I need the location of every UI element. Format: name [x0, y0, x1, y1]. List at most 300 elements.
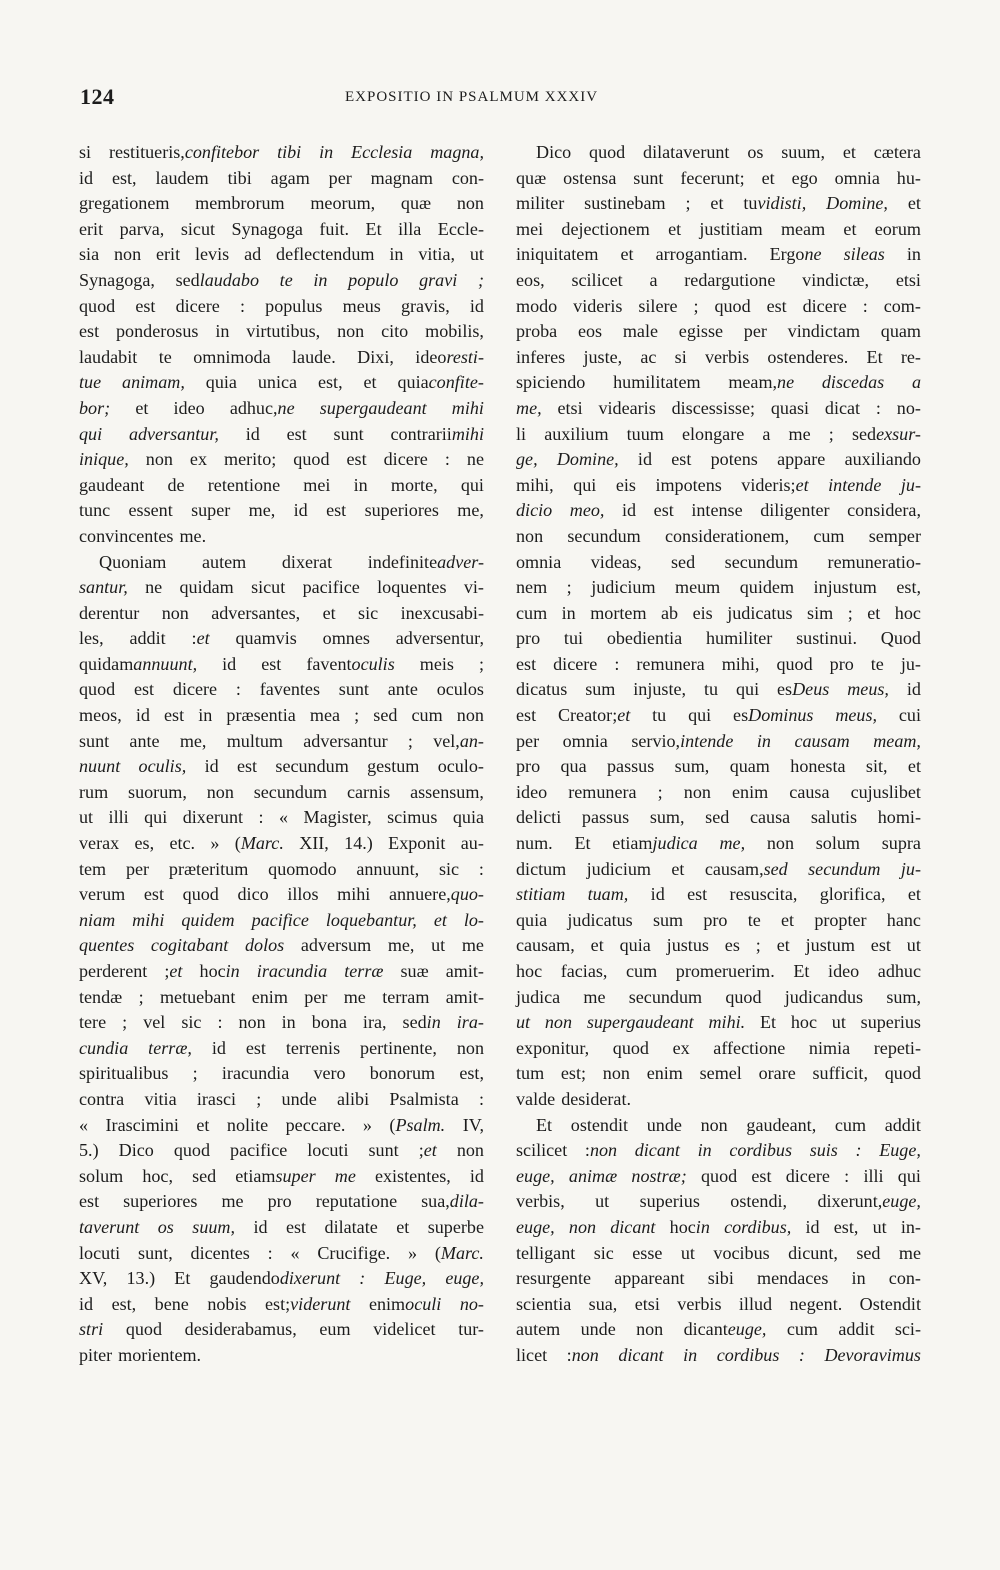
text-line — [79, 703, 484, 729]
word: sua,dila- — [421, 1191, 484, 1212]
word: obedientia — [606, 628, 683, 649]
word: taverunt — [79, 1216, 140, 1237]
word: vitia — [144, 1088, 177, 1109]
word: ju- — [900, 858, 921, 879]
word: juste, — [583, 346, 623, 367]
word: Et — [174, 1268, 191, 1289]
word: meus, — [835, 705, 878, 726]
text-line — [79, 191, 484, 217]
word: id — [293, 500, 308, 521]
text-line — [516, 626, 921, 652]
word: perderent — [79, 961, 148, 981]
word: ex — [189, 449, 207, 470]
word: meus, — [847, 679, 889, 700]
word: me, — [457, 500, 484, 521]
word: secundum — [253, 781, 328, 802]
word: agam — [270, 167, 310, 188]
word: te — [158, 346, 172, 367]
word: mihi — [451, 397, 484, 418]
word: mihi — [337, 884, 371, 905]
word: et — [867, 602, 881, 623]
text-line — [79, 473, 484, 499]
word: enim — [251, 986, 288, 1007]
word: os — [157, 1216, 174, 1237]
word: :non — [566, 1344, 599, 1365]
word: judica — [516, 986, 561, 1007]
word: : — [844, 1165, 850, 1186]
word: Et — [365, 218, 382, 239]
word: tui — [563, 628, 584, 649]
word: fecerunt; — [680, 167, 745, 188]
text-line — [516, 780, 921, 806]
word: Et — [866, 346, 883, 367]
word: quamvis — [235, 628, 297, 649]
text-line — [516, 1292, 921, 1318]
word: sunt — [368, 1140, 399, 1161]
word: piter — [79, 1344, 113, 1365]
word: metuebant — [159, 986, 236, 1007]
word: 5.) — [79, 1140, 99, 1161]
word: : — [478, 1088, 484, 1109]
word: : — [862, 295, 868, 316]
text-line — [79, 550, 484, 576]
word: fuit. — [319, 218, 350, 239]
word: ostendit — [570, 1114, 629, 1135]
word: pro — [516, 628, 541, 649]
word: terram — [382, 986, 430, 1007]
word: stitiam — [516, 884, 566, 905]
word: quod — [79, 679, 116, 700]
text-line — [516, 268, 921, 294]
word: in — [353, 474, 368, 495]
word: superius — [639, 1191, 700, 1212]
word: tibi — [227, 167, 252, 188]
word: superiores — [123, 1191, 198, 1212]
text-line — [516, 345, 921, 371]
text-line — [79, 498, 484, 524]
word: annuunt, — [356, 858, 420, 879]
text-line — [516, 294, 921, 320]
word: addit — [129, 628, 166, 649]
word: discedas — [821, 372, 885, 393]
word: secundum — [275, 756, 349, 777]
text-line — [79, 959, 484, 985]
word: quod — [714, 295, 751, 316]
word: gravis, — [400, 295, 450, 316]
word: sum, — [886, 986, 921, 1007]
word: glorifica, — [819, 884, 886, 905]
text-line — [79, 524, 484, 550]
word: affectione — [713, 1037, 786, 1058]
word: id — [469, 1165, 484, 1186]
word: bene — [154, 1293, 189, 1314]
word: me — [221, 1191, 244, 1212]
text-line — [516, 754, 921, 780]
word: id — [253, 1216, 268, 1237]
word: resuscita, — [729, 884, 798, 905]
word: ; — [192, 1063, 198, 1084]
word: quasi — [770, 397, 810, 418]
text-line — [516, 242, 921, 268]
word: inexcusabi- — [400, 602, 484, 623]
word: euge, — [516, 1216, 555, 1237]
word: IV, — [462, 1114, 484, 1135]
word: est — [751, 1165, 772, 1186]
word: gaudendodixerunt — [209, 1268, 341, 1289]
word: non — [516, 525, 544, 546]
text-line — [516, 601, 921, 627]
word: dixerunt,euge, — [817, 1191, 921, 1212]
text-line — [516, 1164, 921, 1190]
word: gaudeant, — [746, 1114, 817, 1135]
text-line — [79, 1113, 484, 1139]
word: sustinui. — [796, 628, 857, 649]
word: ju- — [900, 653, 921, 674]
word: : — [359, 1268, 366, 1289]
word: non — [544, 1012, 573, 1033]
word: Et — [574, 833, 591, 854]
word: non — [636, 1319, 664, 1340]
text-line — [79, 217, 484, 243]
word: (Marc. — [434, 1242, 484, 1263]
word: meam — [780, 218, 826, 239]
word: dicat — [824, 397, 861, 418]
word: redargutione — [684, 269, 776, 290]
word: sufficit, — [812, 1063, 868, 1084]
word: suæ — [400, 961, 429, 981]
text-line — [79, 780, 484, 806]
word: mea — [309, 705, 341, 726]
word: ; — [477, 269, 484, 290]
word: et — [396, 1216, 410, 1237]
word: a — [649, 269, 658, 290]
word: et — [363, 372, 377, 393]
word: me, — [248, 500, 276, 521]
text-line — [516, 985, 921, 1011]
word: 13.) — [126, 1268, 156, 1289]
word: id — [637, 449, 652, 470]
word: hoc — [790, 1012, 817, 1033]
word: a — [762, 423, 771, 444]
word: si — [674, 346, 687, 367]
word: Exponit — [388, 833, 446, 854]
text-column-right — [516, 140, 921, 1369]
text-line — [79, 729, 484, 755]
word: me — [583, 986, 606, 1007]
text-line — [516, 959, 921, 985]
text-line — [516, 1189, 921, 1215]
word: pacifice — [230, 1140, 288, 1161]
word: remunera — [568, 781, 637, 802]
word: hoc — [894, 602, 921, 623]
text-line — [79, 985, 484, 1011]
word: ; — [256, 1088, 262, 1109]
word: potens — [710, 449, 758, 470]
word: et — [620, 244, 634, 265]
word: meus — [342, 295, 381, 316]
word: Domine, — [556, 449, 619, 470]
text-line — [79, 908, 484, 934]
word: cui — [898, 705, 921, 726]
word: quam — [880, 321, 921, 342]
word: qui — [735, 679, 760, 700]
word: ; — [828, 423, 834, 444]
word: quod — [173, 1140, 210, 1161]
word: id — [650, 884, 665, 905]
word: magnam — [370, 167, 433, 188]
word: tere — [79, 1012, 107, 1033]
word: cum — [834, 1114, 867, 1135]
word: Irascimini — [105, 1114, 179, 1135]
word: cum — [813, 525, 845, 546]
word: cogitabant — [150, 935, 229, 956]
word: qui — [897, 1165, 921, 1186]
word: ut — [906, 935, 921, 956]
word: dicant — [610, 1216, 656, 1237]
word: ut — [595, 1191, 610, 1212]
word: tibi — [277, 142, 302, 162]
word: cum — [516, 602, 548, 623]
text-line — [516, 140, 921, 166]
word: solum — [79, 1165, 124, 1186]
word: omnia — [562, 730, 608, 751]
word: ego — [791, 167, 818, 188]
word: cundia — [79, 1037, 129, 1058]
word: rum — [79, 781, 109, 802]
word: est — [653, 500, 674, 521]
word: per — [516, 730, 540, 751]
word: et — [843, 218, 857, 239]
word: li — [516, 423, 527, 444]
word: amit- — [445, 961, 484, 981]
word: mihi, — [721, 653, 760, 674]
word: addit — [884, 1114, 921, 1135]
text-line — [79, 1266, 484, 1292]
word: considerationem, — [664, 525, 790, 546]
word: est — [164, 705, 185, 726]
text-line — [516, 422, 921, 448]
word: cujuslibet — [850, 781, 921, 802]
word: ; — [685, 193, 691, 214]
word: illi — [863, 1165, 884, 1186]
text-line — [79, 1087, 484, 1113]
word: animam, — [122, 372, 185, 393]
word: unde — [281, 1088, 317, 1109]
word: omnimoda — [193, 346, 271, 367]
word: in — [319, 142, 334, 162]
word: dicunt, — [788, 1242, 838, 1263]
word: in — [561, 602, 576, 623]
word: solum — [815, 833, 860, 854]
word: cordibus — [716, 1344, 780, 1365]
word: pertinente, — [360, 1037, 437, 1058]
word: negent. — [789, 1293, 843, 1314]
word: hocin — [669, 1216, 710, 1237]
word: impotens — [655, 474, 722, 495]
word: est — [133, 679, 155, 700]
word: videaris — [598, 397, 656, 418]
word: et — [135, 397, 149, 418]
word: id — [211, 1037, 226, 1058]
word: Dixi, — [357, 346, 394, 367]
word: quod — [725, 986, 762, 1007]
word: tuvidisti, — [743, 193, 807, 214]
word: est, — [111, 1293, 137, 1314]
word: in — [198, 705, 213, 726]
word: Et — [793, 961, 810, 981]
word: id — [469, 295, 484, 316]
word: sic — [438, 858, 460, 879]
word: eos, — [516, 269, 545, 290]
word: Synagoga — [231, 218, 303, 239]
word: sci- — [894, 1319, 921, 1340]
word: in — [697, 1140, 712, 1161]
text-line — [516, 1113, 921, 1139]
word: appare — [777, 449, 826, 470]
word: est, — [459, 1063, 484, 1084]
word: id — [805, 1216, 820, 1237]
word: pro — [703, 909, 728, 930]
word: restitueris,confitebor — [108, 142, 260, 162]
word: verum — [79, 884, 126, 905]
word: justum — [805, 935, 855, 956]
word: cordibus, — [724, 1216, 792, 1237]
word: ; — [847, 602, 853, 623]
text-line — [79, 677, 484, 703]
text-line — [516, 575, 921, 601]
word: enim — [646, 1063, 683, 1084]
word: illi — [108, 807, 129, 828]
word: pro — [516, 756, 541, 777]
word: XV, — [79, 1268, 108, 1289]
word: est; — [560, 1063, 587, 1084]
text-line — [79, 370, 484, 396]
word: Synagoga, — [79, 269, 155, 290]
text-line — [79, 626, 484, 652]
word: humiliter — [706, 628, 773, 649]
word: id — [79, 167, 94, 188]
word: non — [238, 1012, 266, 1033]
word: me, — [387, 935, 415, 956]
word: sunt — [633, 167, 664, 188]
word: autem — [516, 1319, 561, 1340]
word: (Psalm. — [389, 1114, 446, 1135]
word: supra — [881, 833, 921, 854]
word: spiciendo — [516, 372, 586, 393]
text-line — [516, 370, 921, 396]
word: eis — [692, 602, 713, 623]
word: sed — [671, 551, 696, 572]
text-line — [516, 908, 921, 934]
word: « — [290, 1242, 300, 1263]
word: salutis — [810, 807, 858, 828]
word: enim — [732, 781, 769, 802]
word: judicium — [591, 577, 656, 598]
word: qui — [144, 807, 168, 828]
word: : — [614, 653, 620, 674]
word: secundum — [724, 551, 799, 572]
word: vel,an- — [433, 730, 484, 751]
word: :non — [584, 1140, 618, 1161]
word: ; — [122, 1012, 128, 1033]
text-line — [79, 1164, 484, 1190]
word: vocibus — [713, 1242, 770, 1263]
word: est — [346, 449, 367, 470]
word: unde — [646, 1114, 682, 1135]
word: autem — [202, 551, 247, 572]
word: a — [911, 372, 921, 393]
word: alibi — [336, 1088, 370, 1109]
word: quentes — [79, 935, 135, 956]
word: ut — [831, 1012, 846, 1033]
word: laudabit — [79, 346, 138, 367]
word: nobis — [207, 1293, 247, 1314]
word: Euge, — [879, 1140, 921, 1161]
text-line — [79, 1189, 484, 1215]
word: est — [326, 500, 347, 521]
text-column-left — [79, 140, 484, 1369]
word: adversum — [300, 935, 372, 956]
text-line — [79, 831, 484, 857]
word: faventes — [259, 679, 320, 700]
word: assensum, — [410, 781, 484, 802]
word: sit, — [865, 756, 888, 777]
word: : — [267, 1242, 273, 1263]
word: quod — [293, 449, 330, 470]
word: : — [875, 397, 881, 418]
text-line — [79, 1292, 484, 1318]
word: bonorum — [369, 1063, 436, 1084]
word: ideoresti- — [415, 346, 484, 367]
word: videris — [573, 295, 623, 316]
word: per — [328, 167, 352, 188]
word: id — [906, 679, 921, 700]
word: sed — [192, 1165, 217, 1186]
word: Crucifige. — [317, 1242, 391, 1263]
word: nolite — [226, 1114, 269, 1135]
word: quia — [619, 935, 651, 956]
word: resurgente — [516, 1268, 592, 1289]
word: mihi, — [516, 474, 554, 495]
word: justus — [666, 935, 709, 956]
word: per — [125, 858, 150, 879]
word: humilitatem — [613, 372, 701, 393]
text-line — [516, 396, 921, 422]
word: non — [568, 1216, 597, 1237]
word: etiamsuper — [235, 1165, 316, 1186]
word: merito; — [224, 449, 277, 470]
word: ostendi, — [730, 1191, 788, 1212]
word: oculo- — [437, 756, 484, 777]
text-line — [79, 447, 484, 473]
word: » — [408, 1242, 418, 1263]
word: meis — [419, 653, 454, 674]
word: ideo — [516, 781, 548, 802]
word: scilicet — [571, 269, 623, 290]
word: etc. — [169, 833, 196, 854]
word: et — [668, 218, 682, 239]
word: male — [622, 321, 659, 342]
text-line — [516, 498, 921, 524]
text-line — [516, 1266, 921, 1292]
word: unica — [257, 372, 298, 393]
text-line — [79, 166, 484, 192]
word: sim — [807, 602, 834, 623]
word: ponderosus — [116, 321, 199, 342]
word: est — [766, 295, 787, 316]
word: qui — [79, 423, 103, 444]
word: remuneratio- — [827, 551, 921, 572]
